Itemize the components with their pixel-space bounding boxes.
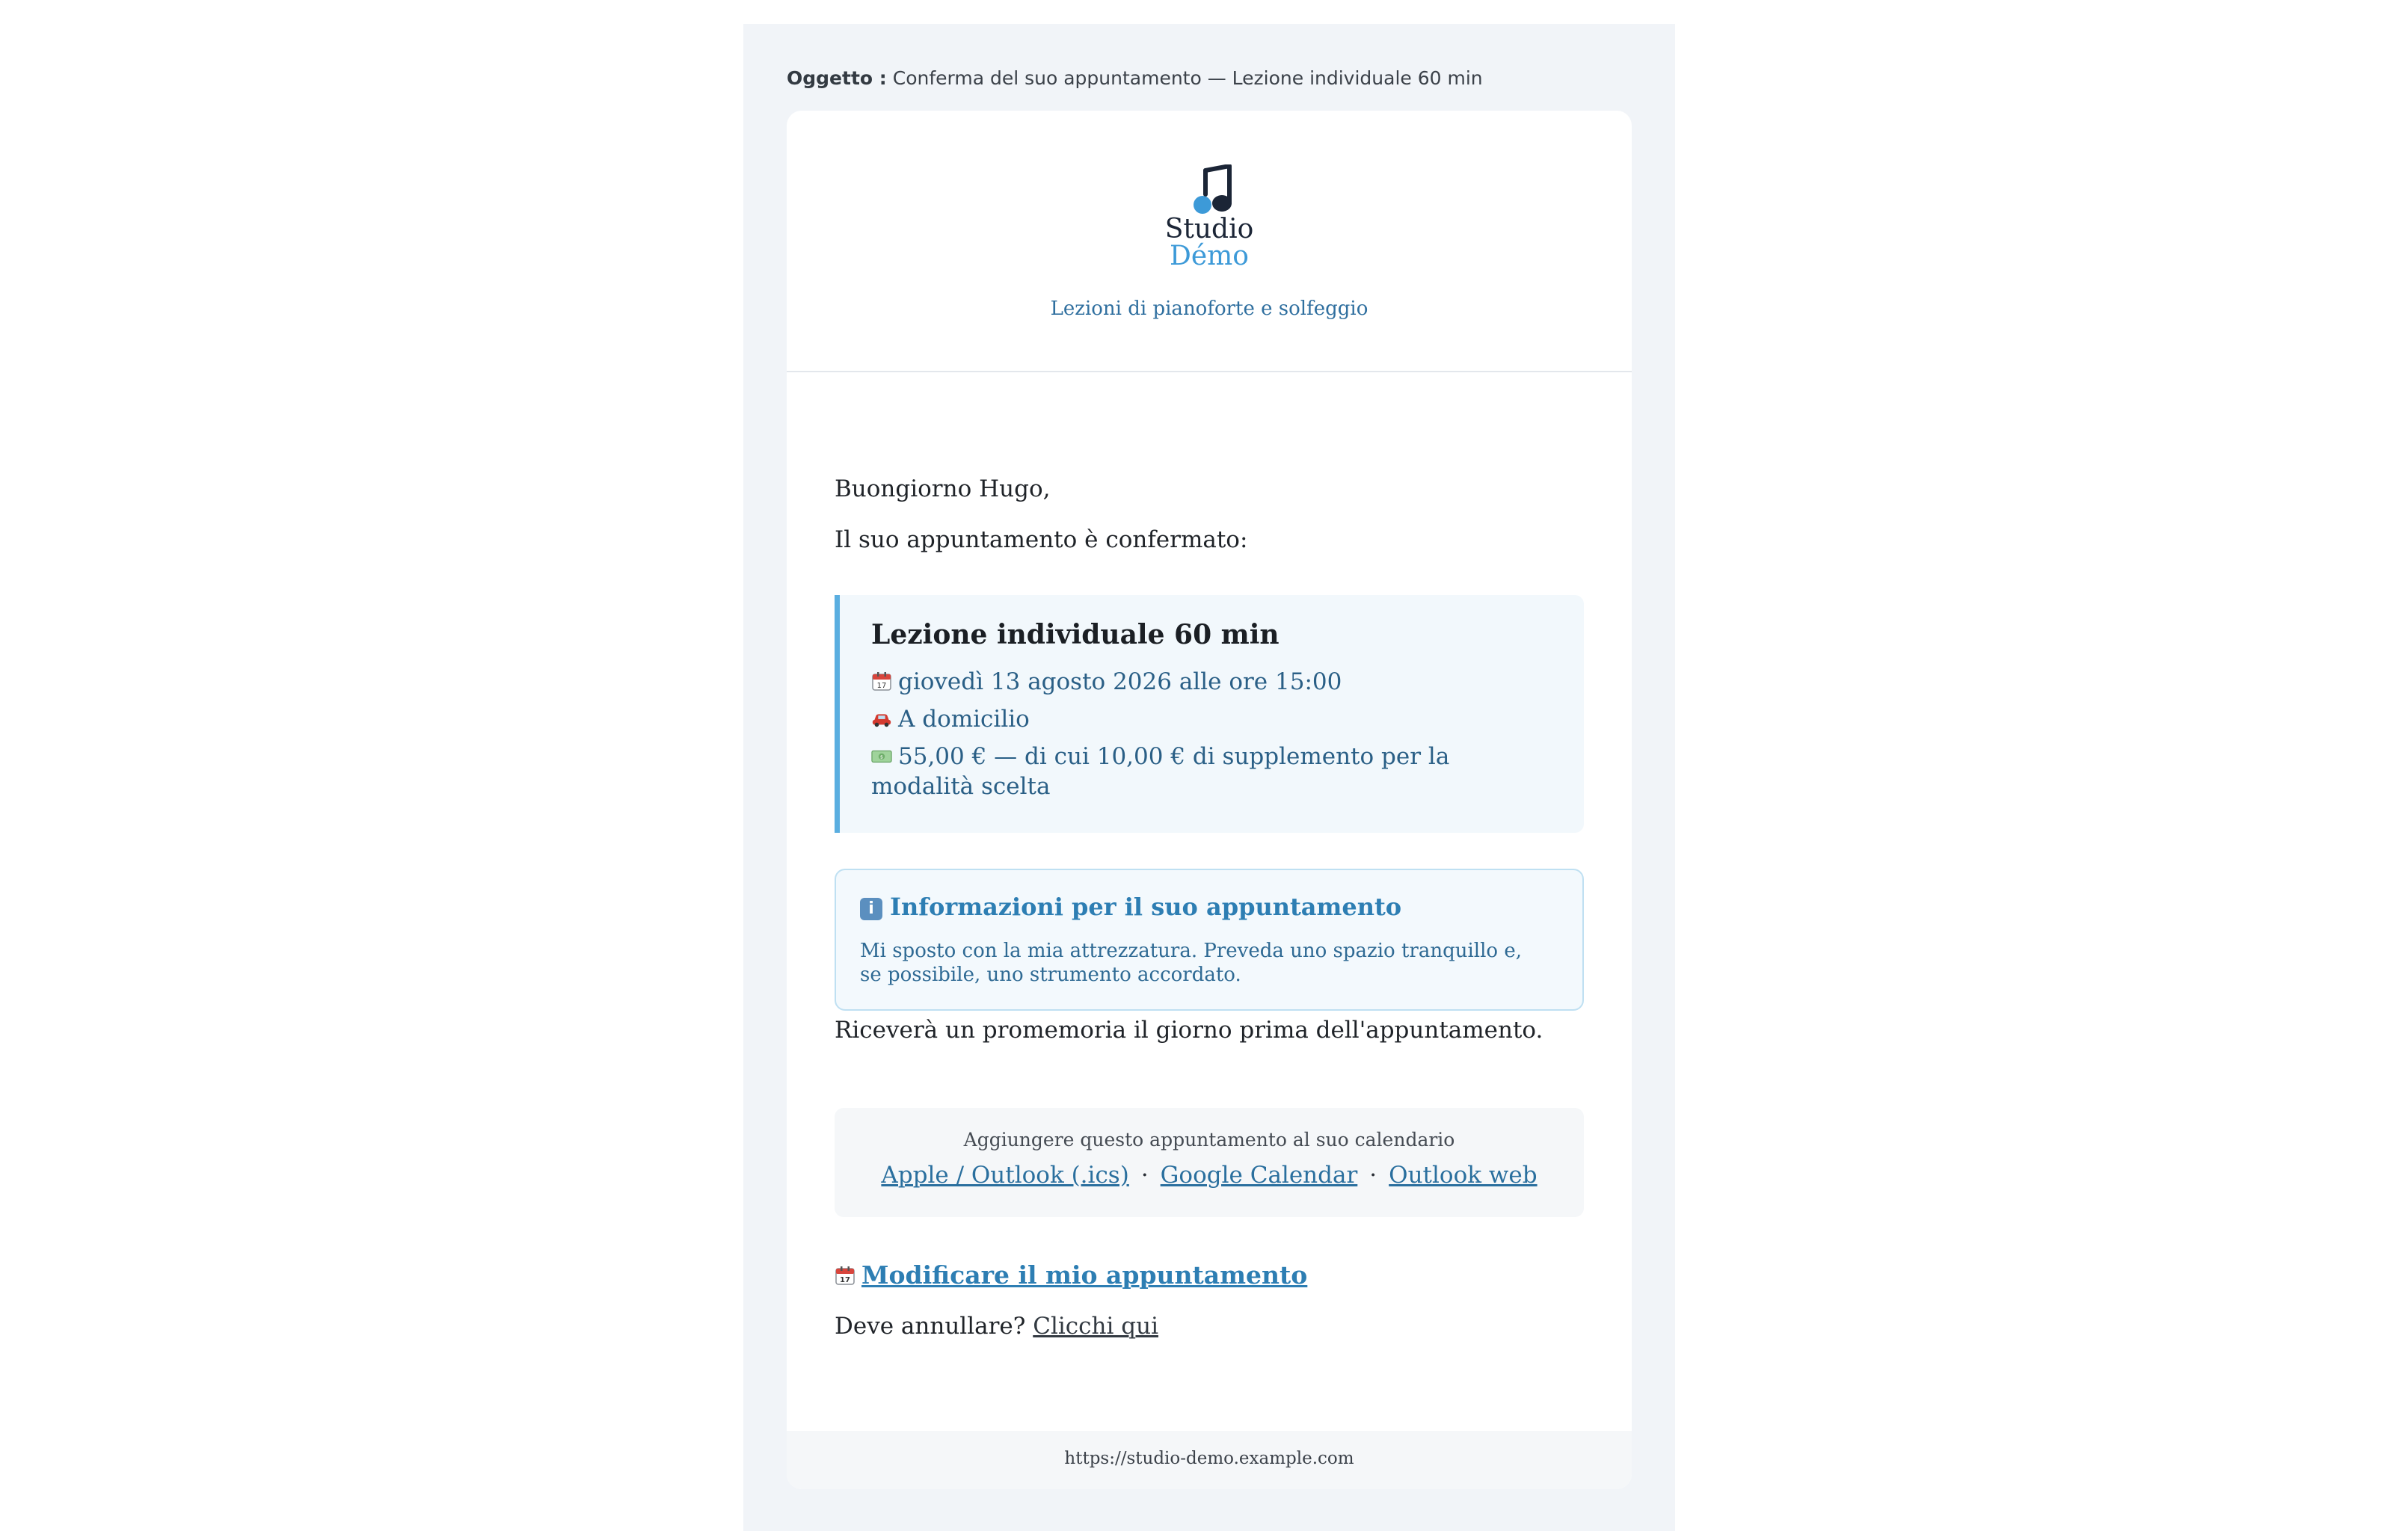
music-note-icon — [1177, 164, 1241, 215]
appointment-price-row — [871, 742, 1529, 801]
appointment-price: 55,00 € — di cui 10,00 € di supplemento per la modalità scelta — [871, 743, 1450, 800]
google-calendar-link[interactable]: Google Calendar — [1160, 1162, 1358, 1189]
intro-text: Il suo appuntamento è confermato: — [835, 526, 1248, 553]
modify-appointment-link[interactable] — [835, 1260, 1307, 1290]
cancel-prompt: Deve annullare? — [835, 1313, 1026, 1340]
email-viewer — [743, 24, 1675, 1531]
add-to-calendar-title: Aggiungere questo appuntamento al suo calendario — [963, 1129, 1455, 1151]
banknote-icon — [871, 745, 892, 766]
email-subject — [787, 67, 1483, 89]
calendar-icon — [871, 671, 892, 692]
appointment-location: A domicilio — [898, 706, 1030, 733]
greeting: Buongiorno Hugo, — [835, 475, 1051, 502]
add-to-calendar-box — [835, 1108, 1584, 1217]
info-box-text: Mi sposto con la mia attrezzatura. Preveda uno spazio tranquillo e, se possibile, uno strumento accordato. — [860, 940, 1523, 986]
svg-text:17: 17 — [840, 1276, 850, 1284]
info-box-title: Informazioni per il suo appuntamento — [890, 893, 1402, 921]
info-icon: i — [860, 898, 882, 920]
appointment-title: Lezione individuale 60 min — [871, 619, 1280, 650]
logo-word-demo: Démo — [1170, 241, 1249, 271]
info-box — [835, 869, 1584, 1011]
subject-text: Conferma del suo appuntamento — Lezione individuale 60 min — [892, 67, 1483, 89]
calendar-icon — [835, 1265, 855, 1286]
modify-appointment-label[interactable]: Modificare il mio appuntamento — [861, 1260, 1308, 1290]
outlook-web-link[interactable]: Outlook web — [1389, 1162, 1538, 1189]
logo-word-studio: Studio — [1164, 214, 1254, 244]
svg-text:17: 17 — [876, 682, 887, 690]
apple-outlook-ics-link[interactable]: Apple / Outlook (.ics) — [881, 1162, 1129, 1189]
email-footer — [787, 1431, 1632, 1489]
car-icon — [871, 708, 892, 729]
footer-url[interactable]: https://studio-demo.example.com — [1064, 1449, 1354, 1468]
appointment-date: giovedì 13 agosto 2026 alle ore 15:00 — [898, 668, 1342, 695]
reminder-text: Riceverà un promemoria il giorno prima dell'appuntamento. — [835, 1017, 1543, 1044]
calendar-links — [835, 1162, 1584, 1189]
svg-text:$: $ — [879, 754, 884, 760]
appointment-date-row — [871, 667, 1342, 697]
link-separator: · — [1140, 1162, 1149, 1189]
cancel-link[interactable]: Clicchi qui — [1033, 1313, 1158, 1340]
appointment-summary — [835, 595, 1584, 833]
info-box-title-row — [860, 893, 1401, 921]
link-separator: · — [1369, 1162, 1377, 1189]
subject-label: Oggetto : — [787, 67, 887, 89]
studio-logo — [1164, 164, 1255, 274]
appointment-location-row — [871, 704, 1030, 734]
cancel-row — [835, 1313, 1158, 1340]
brand-tagline: Lezioni di pianoforte e solfeggio — [1050, 298, 1368, 320]
email-header — [787, 111, 1632, 372]
email-card — [787, 111, 1632, 1489]
